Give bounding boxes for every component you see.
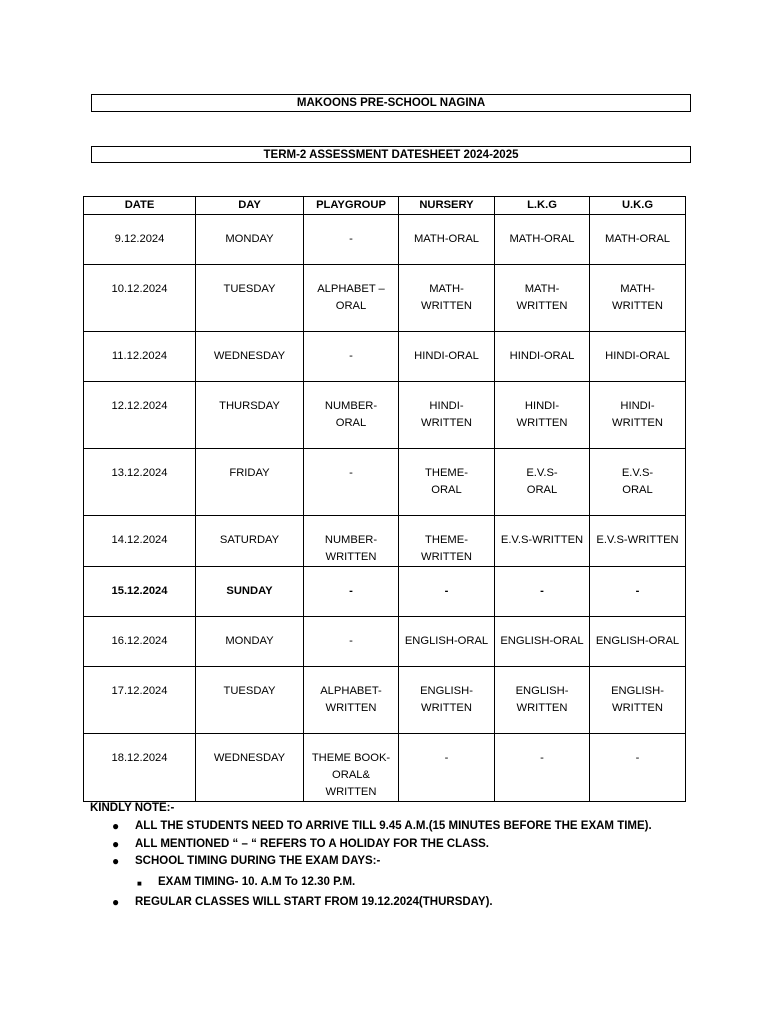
cell-day: FRIDAY [196, 449, 304, 516]
cell-ukg: ENGLISH- WRITTEN [590, 667, 686, 734]
header-nursery: NURSERY [399, 197, 495, 215]
cell-lkg: ENGLISH- WRITTEN [495, 667, 590, 734]
cell-playgroup: ALPHABET- WRITTEN [304, 667, 399, 734]
cell-ukg: - [590, 567, 686, 617]
cell-day: SATURDAY [196, 516, 304, 567]
notes-heading: KINDLY NOTE:- [90, 802, 175, 814]
cell-ukg: MATH-ORAL [590, 215, 686, 265]
cell-day: MONDAY [196, 617, 304, 667]
note-item [90, 836, 730, 854]
cell-lkg: MATH- WRITTEN [495, 265, 590, 332]
notes-list [90, 818, 730, 912]
note-item [90, 853, 730, 871]
cell-date: 18.12.2024 [84, 734, 196, 802]
cell-nursery: MATH- WRITTEN [399, 265, 495, 332]
cell-day: TUESDAY [196, 667, 304, 734]
note-subitem [90, 874, 730, 892]
cell-playgroup: THEME BOOK- ORAL& WRITTEN [304, 734, 399, 802]
cell-nursery: - [399, 734, 495, 802]
cell-nursery: MATH-ORAL [399, 215, 495, 265]
header-day: DAY [196, 197, 304, 215]
cell-playgroup: - [304, 332, 399, 382]
cell-date: 14.12.2024 [84, 516, 196, 567]
table-row [84, 516, 686, 567]
cell-ukg: HINDI- WRITTEN [590, 382, 686, 449]
notes-section [90, 800, 730, 912]
note-text: REGULAR CLASSES WILL START FROM 19.12.2024(THURSDAY). [135, 896, 493, 908]
table-row [84, 667, 686, 734]
cell-date: 11.12.2024 [84, 332, 196, 382]
cell-ukg: ENGLISH-ORAL [590, 617, 686, 667]
cell-date: 17.12.2024 [84, 667, 196, 734]
cell-nursery: ENGLISH-ORAL [399, 617, 495, 667]
cell-day: MONDAY [196, 215, 304, 265]
header-date: DATE [84, 197, 196, 215]
cell-nursery: THEME- ORAL [399, 449, 495, 516]
cell-playgroup: ALPHABET – ORAL [304, 265, 399, 332]
cell-lkg: HINDI-ORAL [495, 332, 590, 382]
cell-lkg: - [495, 734, 590, 802]
cell-ukg: HINDI-ORAL [590, 332, 686, 382]
cell-nursery: ENGLISH- WRITTEN [399, 667, 495, 734]
table-row [84, 332, 686, 382]
datesheet-title: TERM-2 ASSESSMENT DATESHEET 2024-2025 [91, 146, 691, 163]
table-row [84, 617, 686, 667]
note-text: ALL THE STUDENTS NEED TO ARRIVE TILL 9.45 A.M.(15 MINUTES BEFORE THE EXAM TIME). [135, 820, 652, 832]
cell-date: 15.12.2024 [84, 567, 196, 617]
cell-lkg: MATH-ORAL [495, 215, 590, 265]
cell-day: WEDNESDAY [196, 734, 304, 802]
cell-date: 9.12.2024 [84, 215, 196, 265]
cell-nursery: HINDI-ORAL [399, 332, 495, 382]
cell-ukg: - [590, 734, 686, 802]
cell-date: 10.12.2024 [84, 265, 196, 332]
square-bullet-icon: ■ [137, 878, 142, 888]
cell-day: THURSDAY [196, 382, 304, 449]
cell-nursery: HINDI- WRITTEN [399, 382, 495, 449]
table-row [84, 265, 686, 332]
bullet-icon: ● [112, 836, 120, 851]
table-row [84, 215, 686, 265]
note-item [90, 894, 730, 912]
note-text: EXAM TIMING- 10. A.M To 12.30 P.M. [158, 875, 356, 888]
datesheet-table [83, 196, 686, 802]
cell-date: 12.12.2024 [84, 382, 196, 449]
cell-day: WEDNESDAY [196, 332, 304, 382]
header-playgroup: PLAYGROUP [304, 197, 399, 215]
cell-nursery: - [399, 567, 495, 617]
table-header-row [84, 197, 686, 215]
school-name-title: MAKOONS PRE-SCHOOL NAGINA [91, 94, 691, 112]
cell-lkg: E.V.S- ORAL [495, 449, 590, 516]
cell-playgroup: NUMBER- WRITTEN [304, 516, 399, 567]
note-text: ALL MENTIONED “ – “ REFERS TO A HOLIDAY FOR THE CLASS. [135, 837, 489, 850]
cell-lkg: - [495, 567, 590, 617]
cell-playgroup: - [304, 567, 399, 617]
header-ukg: U.K.G [590, 197, 686, 215]
note-item [90, 818, 730, 836]
table-body [84, 215, 686, 802]
note-text: SCHOOL TIMING DURING THE EXAM DAYS:- [135, 855, 381, 867]
table-row [84, 382, 686, 449]
cell-lkg: HINDI- WRITTEN [495, 382, 590, 449]
cell-ukg: E.V.S-WRITTEN [590, 516, 686, 567]
bullet-icon: ● [112, 819, 120, 833]
cell-playgroup: - [304, 449, 399, 516]
cell-nursery: THEME- WRITTEN [399, 516, 495, 567]
table-row [84, 734, 686, 802]
cell-playgroup: - [304, 215, 399, 265]
header-lkg: L.K.G [495, 197, 590, 215]
cell-lkg: ENGLISH-ORAL [495, 617, 590, 667]
cell-playgroup: NUMBER- ORAL [304, 382, 399, 449]
bullet-icon: ● [112, 895, 120, 909]
table-row [84, 449, 686, 516]
cell-ukg: E.V.S- ORAL [590, 449, 686, 516]
cell-day: TUESDAY [196, 265, 304, 332]
cell-day: SUNDAY [196, 567, 304, 617]
table-row [84, 567, 686, 617]
cell-date: 13.12.2024 [84, 449, 196, 516]
cell-lkg: E.V.S-WRITTEN [495, 516, 590, 567]
bullet-icon: ● [112, 854, 120, 868]
cell-playgroup: - [304, 617, 399, 667]
cell-date: 16.12.2024 [84, 617, 196, 667]
cell-ukg: MATH- WRITTEN [590, 265, 686, 332]
